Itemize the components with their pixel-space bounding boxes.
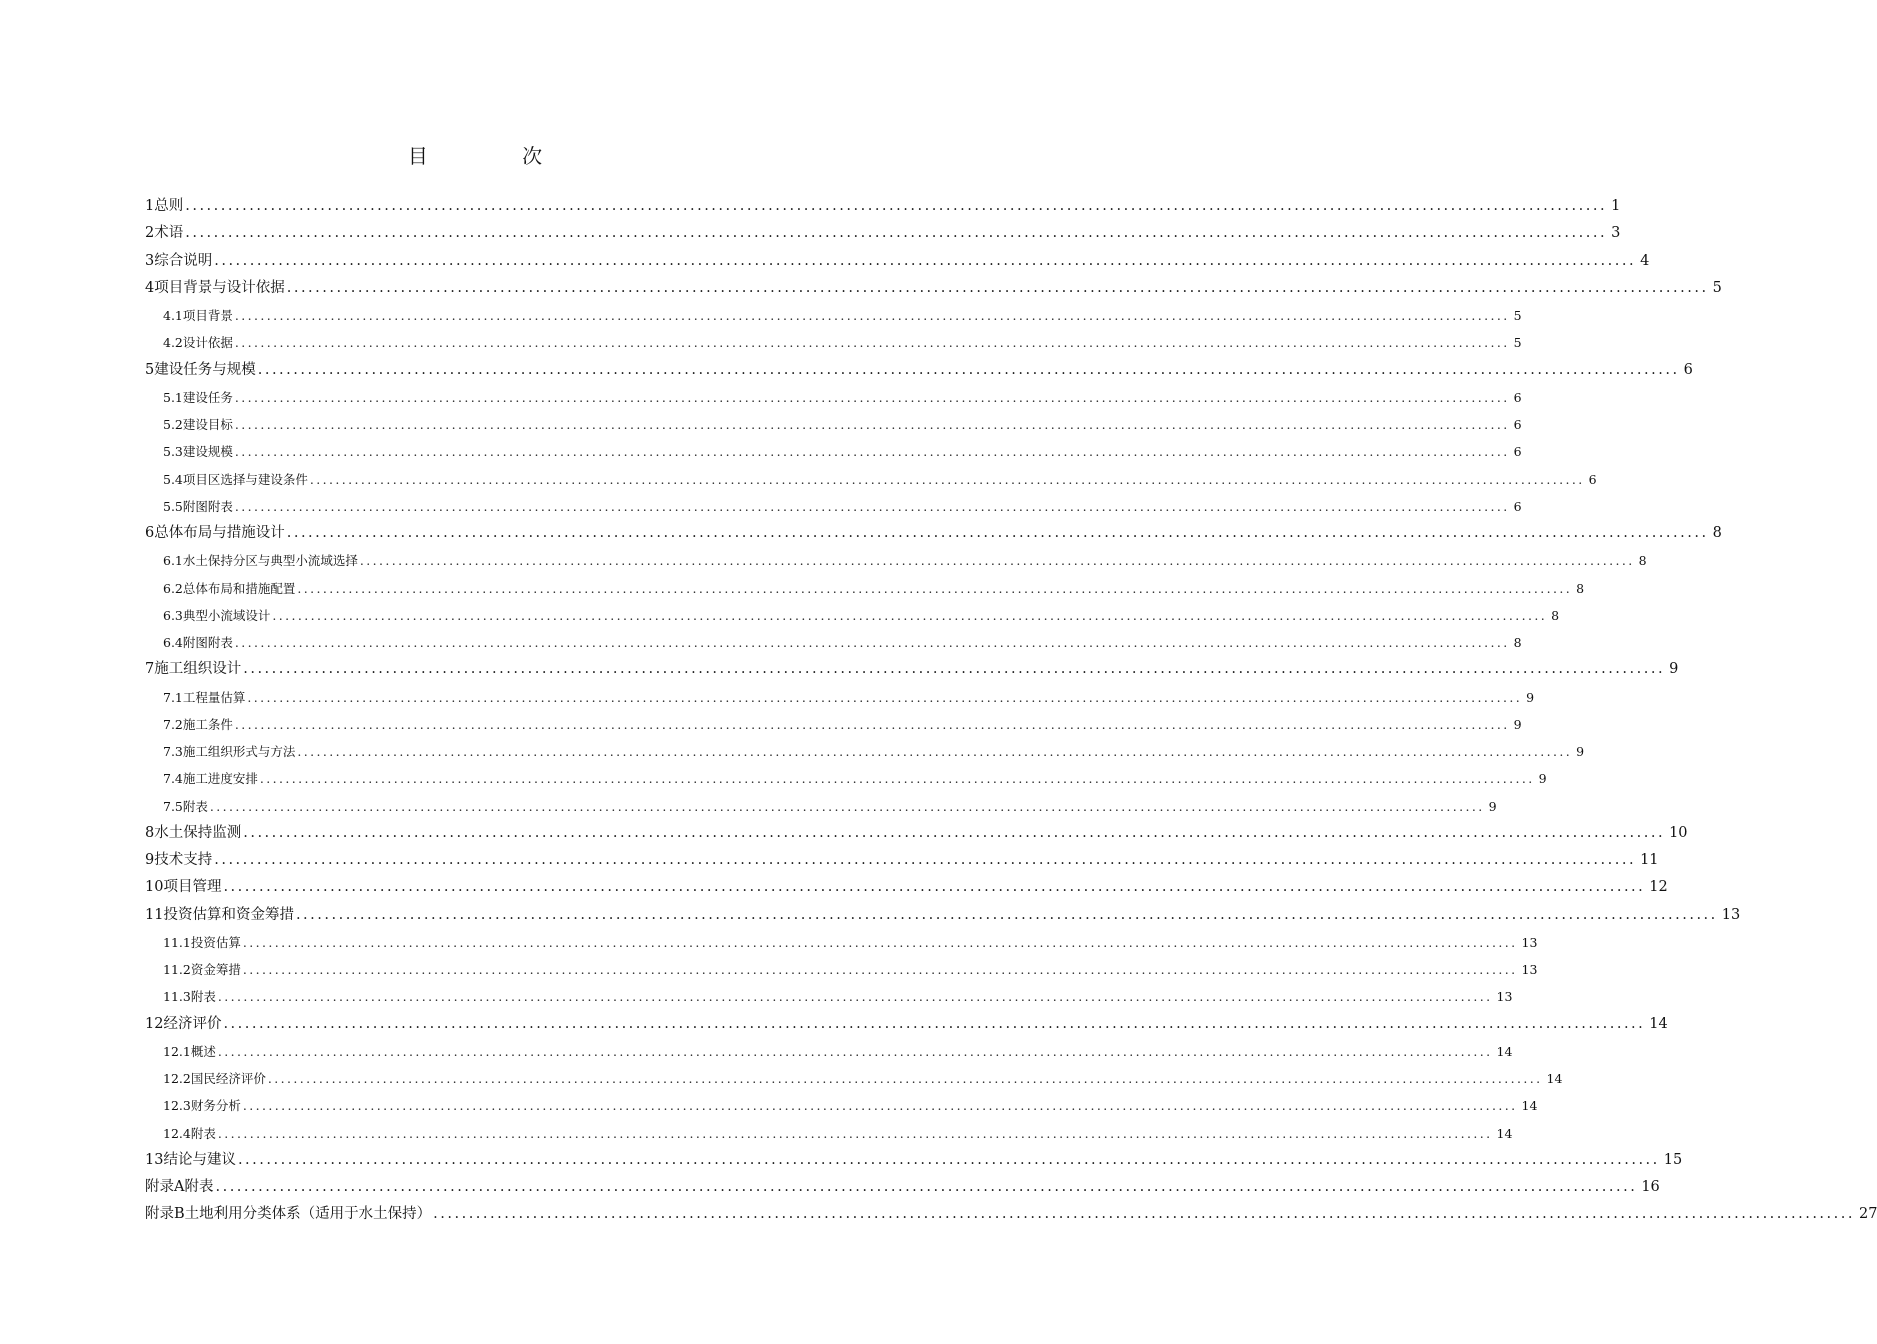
toc-entry[interactable] <box>145 1147 1683 1174</box>
toc-entry-page: 9 <box>1669 661 1679 678</box>
toc-entry-page: 6 <box>1513 498 1522 514</box>
toc-dot-leader: ........................................................................................................................................................................................................ <box>242 1098 1518 1114</box>
toc-entry-page: 8 <box>1638 553 1647 569</box>
toc-dot-leader: ........................................................................................................................................................................................................ <box>297 744 1573 759</box>
toc-entry-label: 项目背景 <box>182 308 233 323</box>
toc-entry[interactable] <box>145 329 1522 356</box>
toc-entry-number: 1 <box>145 198 155 214</box>
toc-entry-number: 7.2 <box>163 716 183 732</box>
toc-entry-number: 附录A <box>145 1179 185 1195</box>
toc-entry-number: 11.3 <box>163 989 191 1005</box>
toc-dot-leader: ........................................................................................................................................................................................................ <box>223 1015 1646 1032</box>
toc-dot-leader: ........................................................................................................................................................................................................ <box>234 417 1510 432</box>
toc-entry-page: 6 <box>1513 444 1522 460</box>
toc-entry-number: 2 <box>145 225 155 242</box>
toc-dot-leader: ........................................................................................................................................................................................................ <box>223 879 1646 896</box>
toc-entry-label: 总则 <box>154 198 184 214</box>
toc-dot-leader: ........................................................................................................................................................................................................ <box>214 252 1637 269</box>
toc-dot-leader: ........................................................................................................................................................................................................ <box>242 934 1518 950</box>
toc-dot-leader: ........................................................................................................................................................................................................ <box>272 607 1548 623</box>
toc-entry-page: 6 <box>1513 389 1522 405</box>
toc-entry-label: 项目区选择与建设条件 <box>182 471 308 487</box>
toc-entry-number: 7.4 <box>163 771 183 787</box>
toc-entry-number: 附录B <box>145 1206 185 1223</box>
toc-entry[interactable] <box>145 220 1621 247</box>
toc-entry-label: 项目背景与设计依据 <box>154 279 285 296</box>
toc-dot-leader: ........................................................................................................................................................................................................ <box>217 1125 1493 1141</box>
toc-entry-page: 8 <box>1513 635 1522 650</box>
toc-entry-number: 11 <box>145 906 164 923</box>
toc-entry-page: 9 <box>1576 744 1585 759</box>
toc-dot-leader: ........................................................................................................................................................................................................ <box>267 1071 1543 1086</box>
toc-dot-leader: ........................................................................................................................................................................................................ <box>242 962 1518 977</box>
toc-entry-label: 经济评价 <box>163 1015 222 1032</box>
toc-entry-number: 6 <box>145 525 155 541</box>
toc-entry-number: 6.1 <box>163 553 183 569</box>
toc-entry-label: 施工组织形式与方法 <box>182 744 296 759</box>
toc-entry-label: 施工组织设计 <box>154 661 242 678</box>
toc-dot-leader: ........................................................................................................................................................................................................ <box>185 225 1608 242</box>
toc-entry-label: 投资估算 <box>190 934 241 950</box>
toc-entry-label: 国民经济评价 <box>190 1071 266 1086</box>
toc-entry-page: 9 <box>1526 689 1535 705</box>
toc-entry-page: 8 <box>1551 607 1560 623</box>
toc-dot-leader: ........................................................................................................................................................................................................ <box>359 553 1635 569</box>
toc-entry[interactable] <box>145 357 1693 384</box>
toc-entry[interactable] <box>145 1092 1538 1119</box>
toc-entry-label: 土地利用分类体系（适用于水土保持） <box>184 1206 432 1223</box>
toc-entry-number: 11.2 <box>163 962 191 977</box>
toc-entry-label: 附图附表 <box>182 635 233 650</box>
toc-dot-leader: ........................................................................................................................................................................................................ <box>234 335 1510 351</box>
toc-entry-label: 典型小流域设计 <box>182 607 271 623</box>
toc-entry-label: 建设任务 <box>182 389 233 405</box>
toc-entry-label: 附表 <box>190 1125 216 1141</box>
toc-entry-page: 13 <box>1721 906 1741 923</box>
toc-entry-number: 3 <box>145 252 155 269</box>
toc-entry-number: 5.3 <box>163 444 183 460</box>
toc-dot-leader: ........................................................................................................................................................................................................ <box>259 771 1535 787</box>
toc-dot-leader: ........................................................................................................................................................................................................ <box>209 798 1485 814</box>
toc-entry-label: 财务分析 <box>190 1098 241 1114</box>
toc-dot-leader: ........................................................................................................................................................................................................ <box>247 689 1523 705</box>
toc-entry-page: 14 <box>1649 1015 1668 1032</box>
toc-entry[interactable] <box>145 438 1522 465</box>
toc-entry[interactable] <box>145 602 1560 629</box>
toc-entry[interactable] <box>145 1065 1563 1092</box>
table-of-contents <box>145 193 1877 1229</box>
toc-dot-leader: ........................................................................................................................................................................................................ <box>234 716 1510 732</box>
toc-entry-number: 12.2 <box>163 1071 191 1086</box>
toc-dot-leader: ........................................................................................................................................................................................................ <box>295 906 1718 923</box>
toc-entry[interactable] <box>145 384 1522 411</box>
toc-entry[interactable] <box>145 765 1547 792</box>
toc-entry-label: 设计依据 <box>182 335 233 351</box>
toc-entry-label: 工程量估算 <box>182 689 246 705</box>
toc-dot-leader: ........................................................................................................................................................................................................ <box>234 308 1510 323</box>
toc-dot-leader: ........................................................................................................................................................................................................ <box>217 989 1493 1005</box>
toc-title: 目 次 <box>407 144 587 168</box>
toc-entry[interactable] <box>145 275 1722 302</box>
toc-entry-page: 10 <box>1669 824 1688 841</box>
toc-entry[interactable] <box>145 929 1538 956</box>
toc-entry-label: 总体布局和措施配置 <box>182 580 296 596</box>
toc-entry-page: 4 <box>1640 252 1650 269</box>
toc-entry-label: 术语 <box>154 225 184 242</box>
toc-entry-number: 6.3 <box>163 607 183 623</box>
toc-entry-label: 技术支持 <box>154 852 213 868</box>
toc-entry-number: 5.1 <box>163 389 183 405</box>
toc-entry-page: 15 <box>1663 1151 1683 1168</box>
toc-entry[interactable] <box>145 793 1497 820</box>
toc-entry-number: 7 <box>145 661 155 678</box>
toc-entry-page: 16 <box>1641 1179 1660 1195</box>
toc-entry-number: 4.2 <box>163 335 183 351</box>
toc-entry-page: 27 <box>1858 1206 1877 1223</box>
toc-entry-page: 13 <box>1496 989 1513 1005</box>
toc-dot-leader: ........................................................................................................................................................................................................ <box>185 198 1608 214</box>
toc-entry-label: 建设目标 <box>182 417 233 432</box>
toc-dot-leader: ........................................................................................................................................................................................................ <box>257 361 1680 378</box>
toc-entry-page: 8 <box>1712 525 1722 541</box>
toc-entry[interactable] <box>145 656 1679 683</box>
toc-dot-leader: ........................................................................................................................................................................................................ <box>286 525 1709 541</box>
toc-dot-leader: ........................................................................................................................................................................................................ <box>243 661 1666 678</box>
toc-entry-number: 12.3 <box>163 1098 191 1114</box>
toc-entry-number: 5.4 <box>163 471 183 487</box>
toc-entry-label: 附表 <box>190 989 216 1005</box>
toc-entry-page: 8 <box>1576 580 1585 596</box>
toc-dot-leader: ........................................................................................................................................................................................................ <box>214 852 1637 868</box>
toc-entry-number: 6.2 <box>163 580 183 596</box>
toc-entry[interactable] <box>145 711 1522 738</box>
toc-entry-number: 7.3 <box>163 744 183 759</box>
toc-entry-number: 8 <box>145 824 155 841</box>
toc-entry[interactable] <box>145 684 1535 711</box>
toc-entry-page: 9 <box>1513 716 1522 732</box>
toc-entry[interactable] <box>145 520 1722 547</box>
toc-entry[interactable] <box>145 411 1522 438</box>
toc-entry-number: 5 <box>145 361 155 378</box>
toc-entry-label: 附表 <box>182 798 208 814</box>
toc-entry-number: 7.1 <box>163 689 183 705</box>
toc-entry-number: 7.5 <box>163 798 183 814</box>
toc-entry-number: 13 <box>145 1151 164 1168</box>
toc-entry[interactable] <box>145 1174 1660 1201</box>
toc-entry-label: 附表 <box>184 1179 214 1195</box>
toc-entry[interactable] <box>145 983 1513 1010</box>
toc-entry-page: 6 <box>1683 361 1693 378</box>
toc-entry-number: 4 <box>145 279 155 296</box>
toc-entry-label: 投资估算和资金筹措 <box>163 906 294 923</box>
toc-entry-page: 5 <box>1513 335 1522 351</box>
toc-entry[interactable] <box>145 1201 1877 1228</box>
toc-entry-number: 10 <box>145 879 164 896</box>
toc-entry-page: 11 <box>1640 852 1659 868</box>
toc-dot-leader: ........................................................................................................................................................................................................ <box>237 1151 1660 1168</box>
toc-entry[interactable] <box>145 248 1650 275</box>
toc-dot-leader: ........................................................................................................................................................................................................ <box>433 1206 1855 1223</box>
toc-dot-leader: ........................................................................................................................................................................................................ <box>234 635 1510 650</box>
toc-entry[interactable] <box>145 629 1522 656</box>
toc-entry-label: 水土保持监测 <box>154 824 242 841</box>
toc-entry-page: 14 <box>1521 1098 1538 1114</box>
toc-entry[interactable] <box>145 547 1647 574</box>
toc-entry[interactable] <box>145 847 1659 874</box>
toc-entry-page: 9 <box>1538 771 1547 787</box>
toc-entry-number: 9 <box>145 852 155 868</box>
toc-entry[interactable] <box>145 874 1668 901</box>
toc-entry-label: 总体布局与措施设计 <box>154 525 285 541</box>
toc-entry[interactable] <box>145 1011 1668 1038</box>
toc-entry[interactable] <box>145 902 1741 929</box>
toc-entry-number: 12.4 <box>163 1125 191 1141</box>
toc-entry-number: 11.1 <box>163 934 191 950</box>
toc-entry-page: 3 <box>1611 225 1621 242</box>
toc-entry-page: 12 <box>1649 879 1668 896</box>
toc-entry[interactable] <box>145 575 1585 602</box>
toc-entry[interactable] <box>145 738 1585 765</box>
toc-dot-leader: ........................................................................................................................................................................................................ <box>309 471 1585 487</box>
toc-entry[interactable] <box>145 193 1621 220</box>
toc-entry-page: 14 <box>1496 1043 1513 1059</box>
toc-dot-leader: ........................................................................................................................................................................................................ <box>234 389 1510 405</box>
toc-dot-leader: ........................................................................................................................................................................................................ <box>286 279 1709 296</box>
toc-dot-leader: ........................................................................................................................................................................................................ <box>234 498 1510 514</box>
toc-entry-label: 综合说明 <box>154 252 213 269</box>
toc-entry-page: 13 <box>1521 934 1538 950</box>
toc-entry-label: 水土保持分区与典型小流域选择 <box>182 553 358 569</box>
toc-entry-label: 结论与建议 <box>163 1151 236 1168</box>
toc-entry-page: 14 <box>1496 1125 1513 1141</box>
toc-entry-number: 5.2 <box>163 417 183 432</box>
toc-entry-label: 概述 <box>190 1043 216 1059</box>
toc-entry-label: 项目管理 <box>163 879 222 896</box>
toc-entry-page: 5 <box>1513 308 1522 323</box>
toc-entry-page: 13 <box>1521 962 1538 977</box>
toc-entry[interactable] <box>145 302 1522 329</box>
toc-entry-number: 12.1 <box>163 1043 191 1059</box>
toc-entry-page: 14 <box>1546 1071 1563 1086</box>
toc-entry-page: 6 <box>1513 417 1522 432</box>
toc-entry-label: 施工条件 <box>182 716 233 732</box>
toc-entry-label: 建设规模 <box>182 444 233 460</box>
toc-entry[interactable] <box>145 820 1688 847</box>
toc-entry-number: 4.1 <box>163 308 183 323</box>
toc-entry[interactable] <box>145 1038 1513 1065</box>
toc-dot-leader: ........................................................................................................................................................................................................ <box>297 580 1573 596</box>
toc-entry-number: 12 <box>145 1015 164 1032</box>
toc-entry-number: 5.5 <box>163 498 183 514</box>
toc-entry[interactable] <box>145 493 1522 520</box>
toc-entry-page: 1 <box>1611 198 1621 214</box>
toc-dot-leader: ........................................................................................................................................................................................................ <box>243 824 1666 841</box>
toc-entry[interactable] <box>145 956 1538 983</box>
toc-entry-page: 9 <box>1488 798 1497 814</box>
toc-dot-leader: ........................................................................................................................................................................................................ <box>215 1179 1638 1195</box>
toc-entry-label: 建设任务与规模 <box>154 361 256 378</box>
toc-entry[interactable] <box>145 466 1597 493</box>
toc-entry-number: 6.4 <box>163 635 183 650</box>
toc-entry-label: 施工进度安排 <box>182 771 258 787</box>
toc-entry-label: 资金筹措 <box>190 962 241 977</box>
toc-entry-page: 5 <box>1712 279 1722 296</box>
toc-dot-leader: ........................................................................................................................................................................................................ <box>234 444 1510 460</box>
toc-entry-label: 附图附表 <box>182 498 233 514</box>
toc-entry-page: 6 <box>1588 471 1597 487</box>
toc-dot-leader: ........................................................................................................................................................................................................ <box>217 1043 1493 1059</box>
toc-entry[interactable] <box>145 1120 1513 1147</box>
